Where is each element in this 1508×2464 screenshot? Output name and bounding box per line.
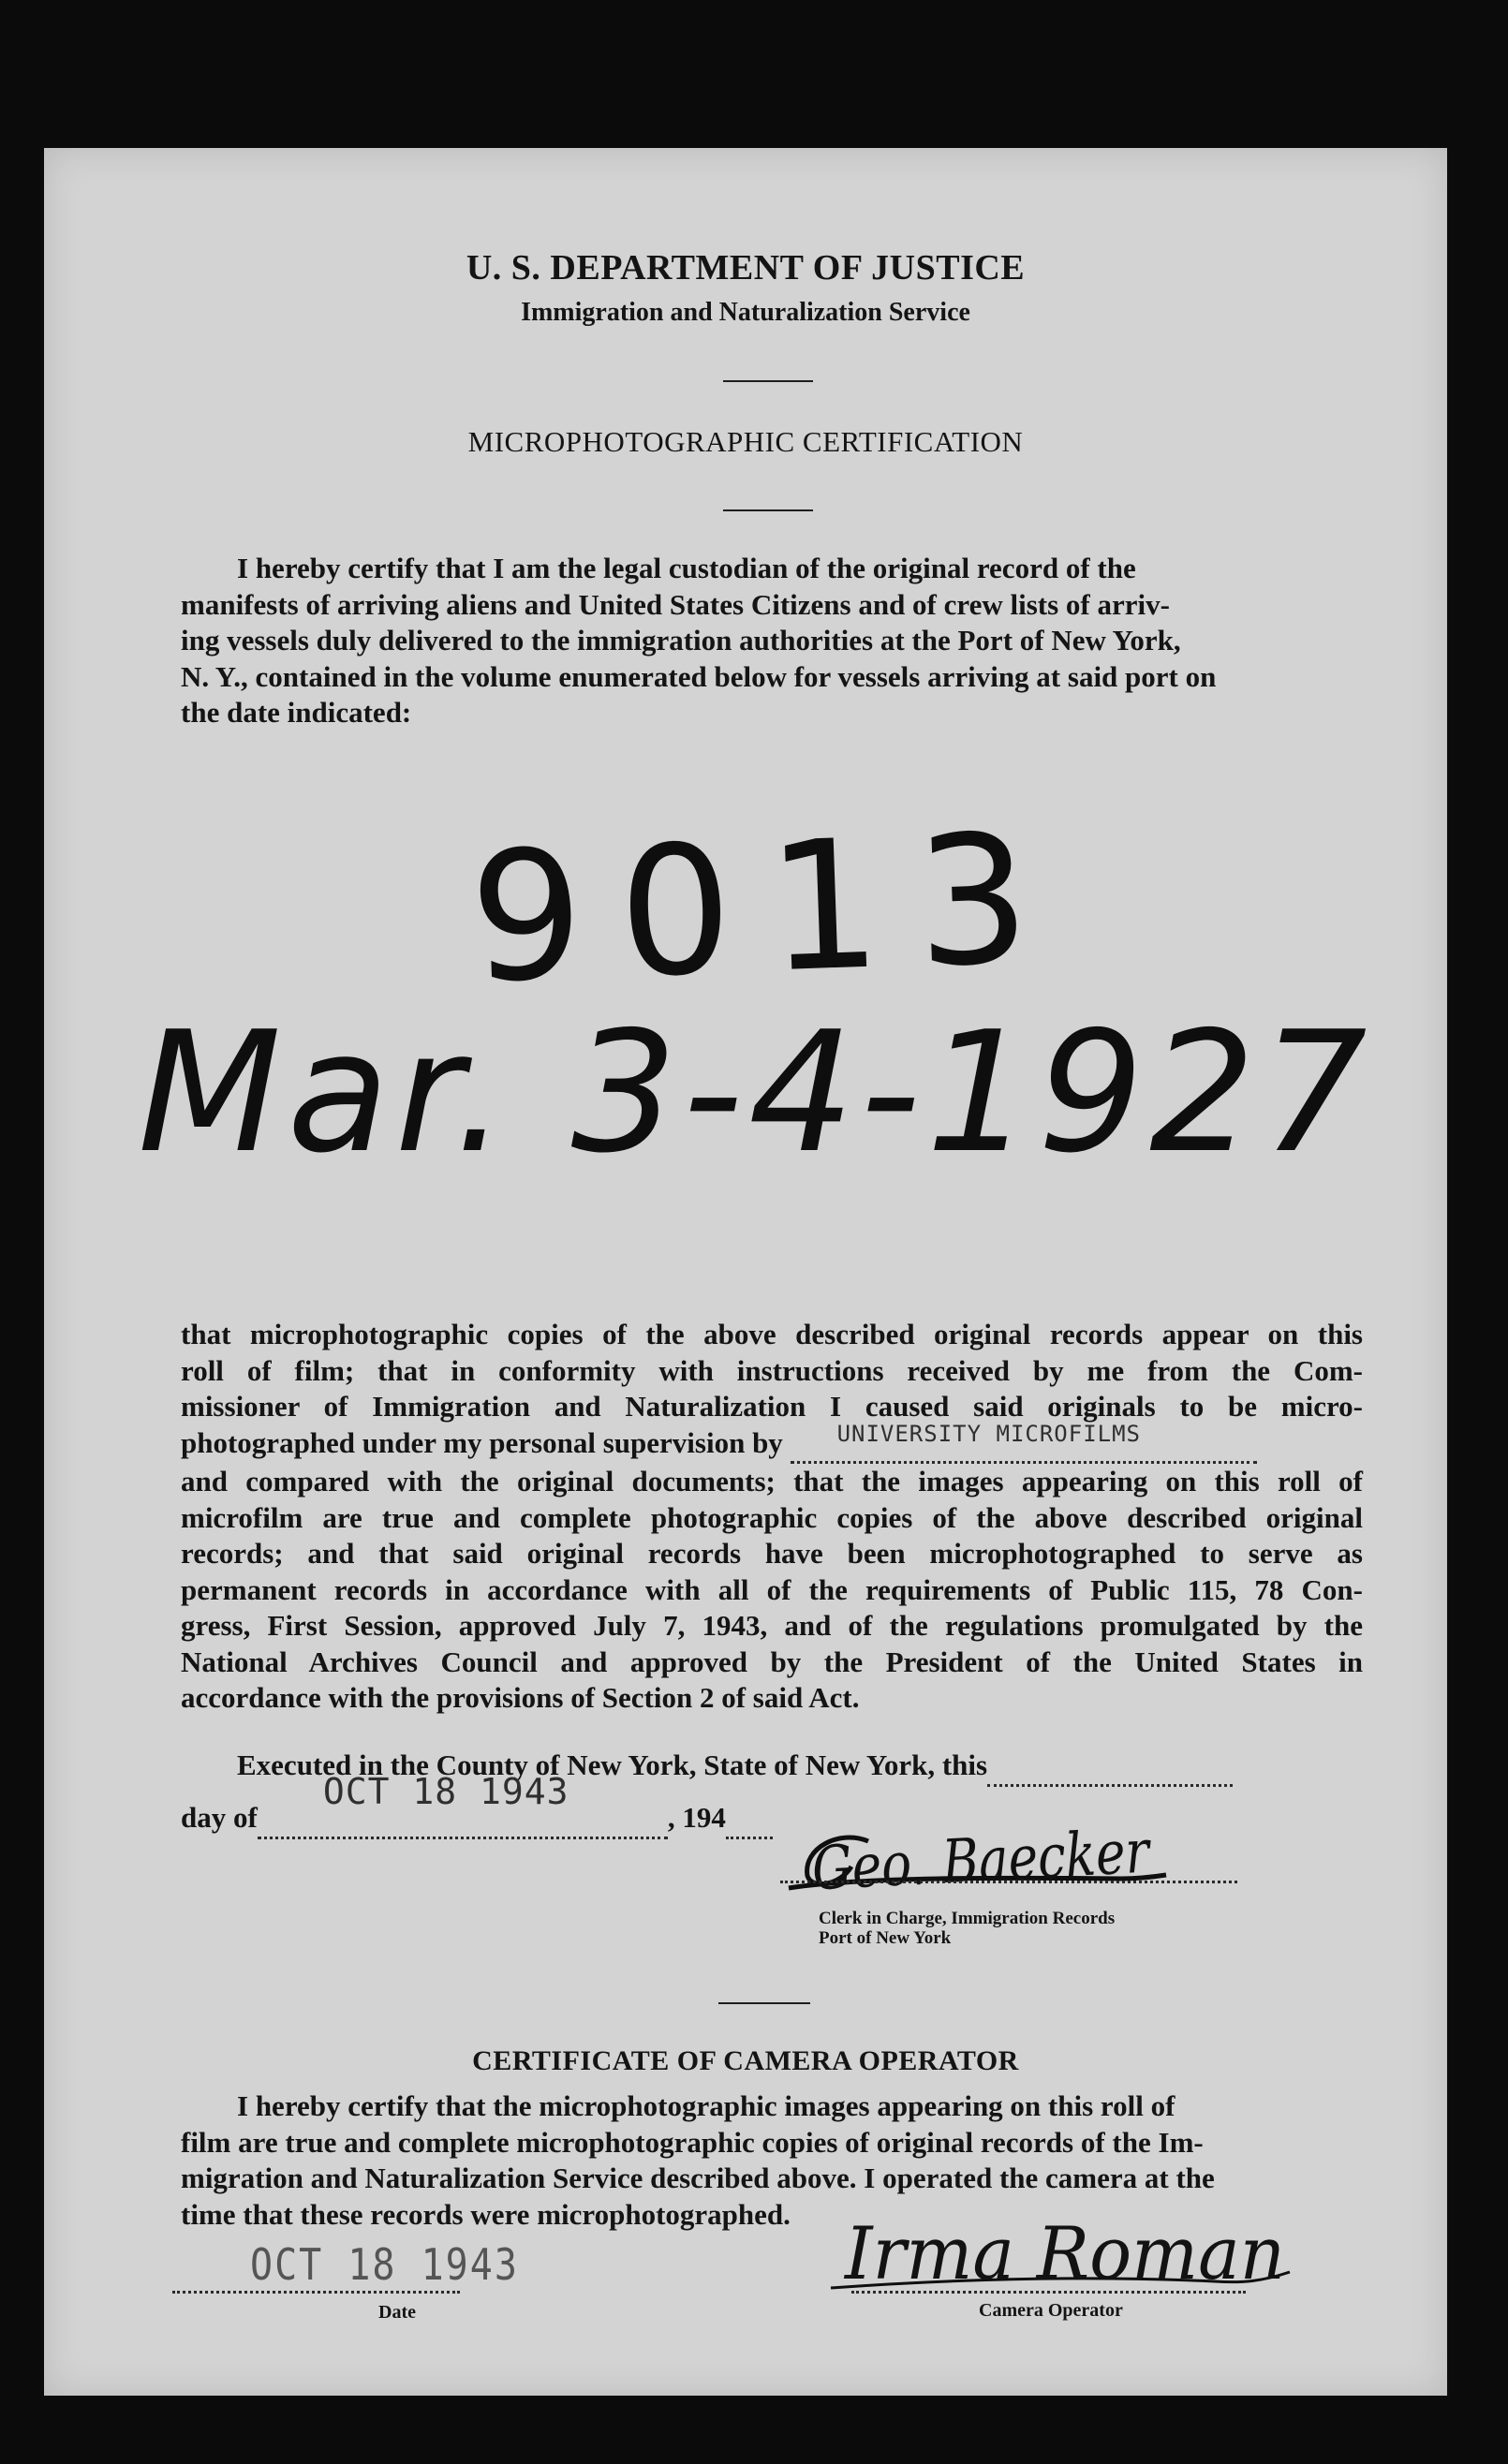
- date-label: Date: [378, 2302, 416, 2323]
- supervision-blank: [791, 1420, 1257, 1465]
- certification-paragraph: [181, 551, 1363, 731]
- handwritten-volume-number: 9013: [466, 794, 1069, 1023]
- body-line: permanent records in accordance with all of the requirements of Public 115, 78 Con-: [181, 1572, 1363, 1606]
- body-line: accordance with the provisions of Section 2 of said Act.: [181, 1681, 860, 1714]
- day-of-line: [181, 1771, 1363, 1839]
- camera-section-divider: [718, 2002, 810, 2004]
- year-blank: [726, 1800, 773, 1839]
- agency-heading: U. S. DEPARTMENT OF JUSTICE: [466, 248, 1026, 288]
- certification-line: the date indicated:: [181, 696, 412, 729]
- title-divider: [723, 509, 813, 511]
- clerk-title: Clerk in Charge, Immigration Records: [819, 1909, 1116, 1928]
- certification-line: N. Y., contained in the volume enumerated below for vessels arriving at said port on: [181, 659, 1217, 693]
- supervision-prefix: photographed under my personal supervision by: [181, 1425, 783, 1459]
- clerk-signature-line: [780, 1881, 1237, 1883]
- header-divider: [723, 380, 813, 382]
- execution-day-blank: [987, 1748, 1233, 1787]
- day-of-blank: [258, 1771, 668, 1839]
- body-line: that microphotographic copies of the above described original records appear on this: [181, 1318, 1363, 1350]
- camera-line: time that these records were microphotographed.: [181, 2197, 791, 2231]
- camera-line: I hereby certify that the microphotographic images appearing on this roll of: [237, 2089, 1175, 2122]
- date-line: [172, 2291, 460, 2294]
- body-line: microfilm are true and complete photographic copies of the above described original: [181, 1500, 1363, 1534]
- clerk-signature: Geo. Baecker: [810, 1813, 1220, 1905]
- operator-signature-line: [851, 2291, 1246, 2294]
- camera-operator-paragraph: [181, 2088, 1363, 2233]
- clerk-title-block: [819, 1909, 1115, 1948]
- body-line: roll of film; that in conformity with instructions received by me from the Com-: [181, 1353, 1363, 1387]
- camera-operator-label: Camera Operator: [979, 2300, 1123, 2321]
- handwritten-dates: Mar. 3-4-1927: [138, 996, 1373, 1189]
- certificate-document: [44, 148, 1447, 2396]
- body-line: missioner of Immigration and Naturalization I caused said originals to be micro-: [181, 1390, 1363, 1423]
- supervision-line: [181, 1420, 1363, 1465]
- camera-operator-heading: CERTIFICATE OF CAMERA OPERATOR: [472, 2045, 1019, 2076]
- certification-line: manifests of arriving aliens and United States Citizens and of crew lists of arriv-: [181, 587, 1170, 621]
- clerk-location: Port of New York: [819, 1928, 952, 1948]
- execution-text: Executed in the County of New York, State of New York, this: [237, 1748, 988, 1781]
- operator-signature: Irma Roman: [843, 2212, 1285, 2296]
- body-line: gress, First Session, approved July 7, 1943, and of the regulations promulgated by the: [181, 1609, 1363, 1642]
- body-line: National Archives Council and approved by the President of the United States in: [181, 1645, 1363, 1678]
- operator-date-stamp: OCT 18 1943: [250, 2240, 519, 2291]
- certification-line: ing vessels duly delivered to the immigration authorities at the Port of New York,: [181, 624, 1181, 657]
- day-of-label: day of: [181, 1801, 258, 1834]
- camera-line: migration and Naturalization Service described above. I operated the camera at the: [181, 2162, 1215, 2194]
- document-title: MICROPHOTOGRAPHIC CERTIFICATION: [467, 425, 1024, 458]
- body-line: and compared with the original documents; that the images appearing on this roll of: [181, 1465, 1363, 1498]
- certification-line: I hereby certify that I am the legal custodian of the original record of the: [237, 552, 1136, 584]
- execution-date-stamp: OCT 18 1943: [322, 1771, 569, 1812]
- body-paragraph: [181, 1317, 1363, 1717]
- camera-line: film are true and complete microphotographic copies of original records of the Im-: [181, 2125, 1204, 2159]
- year-prefix: , 194: [667, 1801, 726, 1834]
- body-line: records; and that said original records have been microphotographed to serve as: [181, 1537, 1363, 1570]
- university-microfilms-stamp: UNIVERSITY MICROFILMS: [836, 1420, 1141, 1447]
- service-subheading: Immigration and Naturalization Service: [521, 298, 970, 327]
